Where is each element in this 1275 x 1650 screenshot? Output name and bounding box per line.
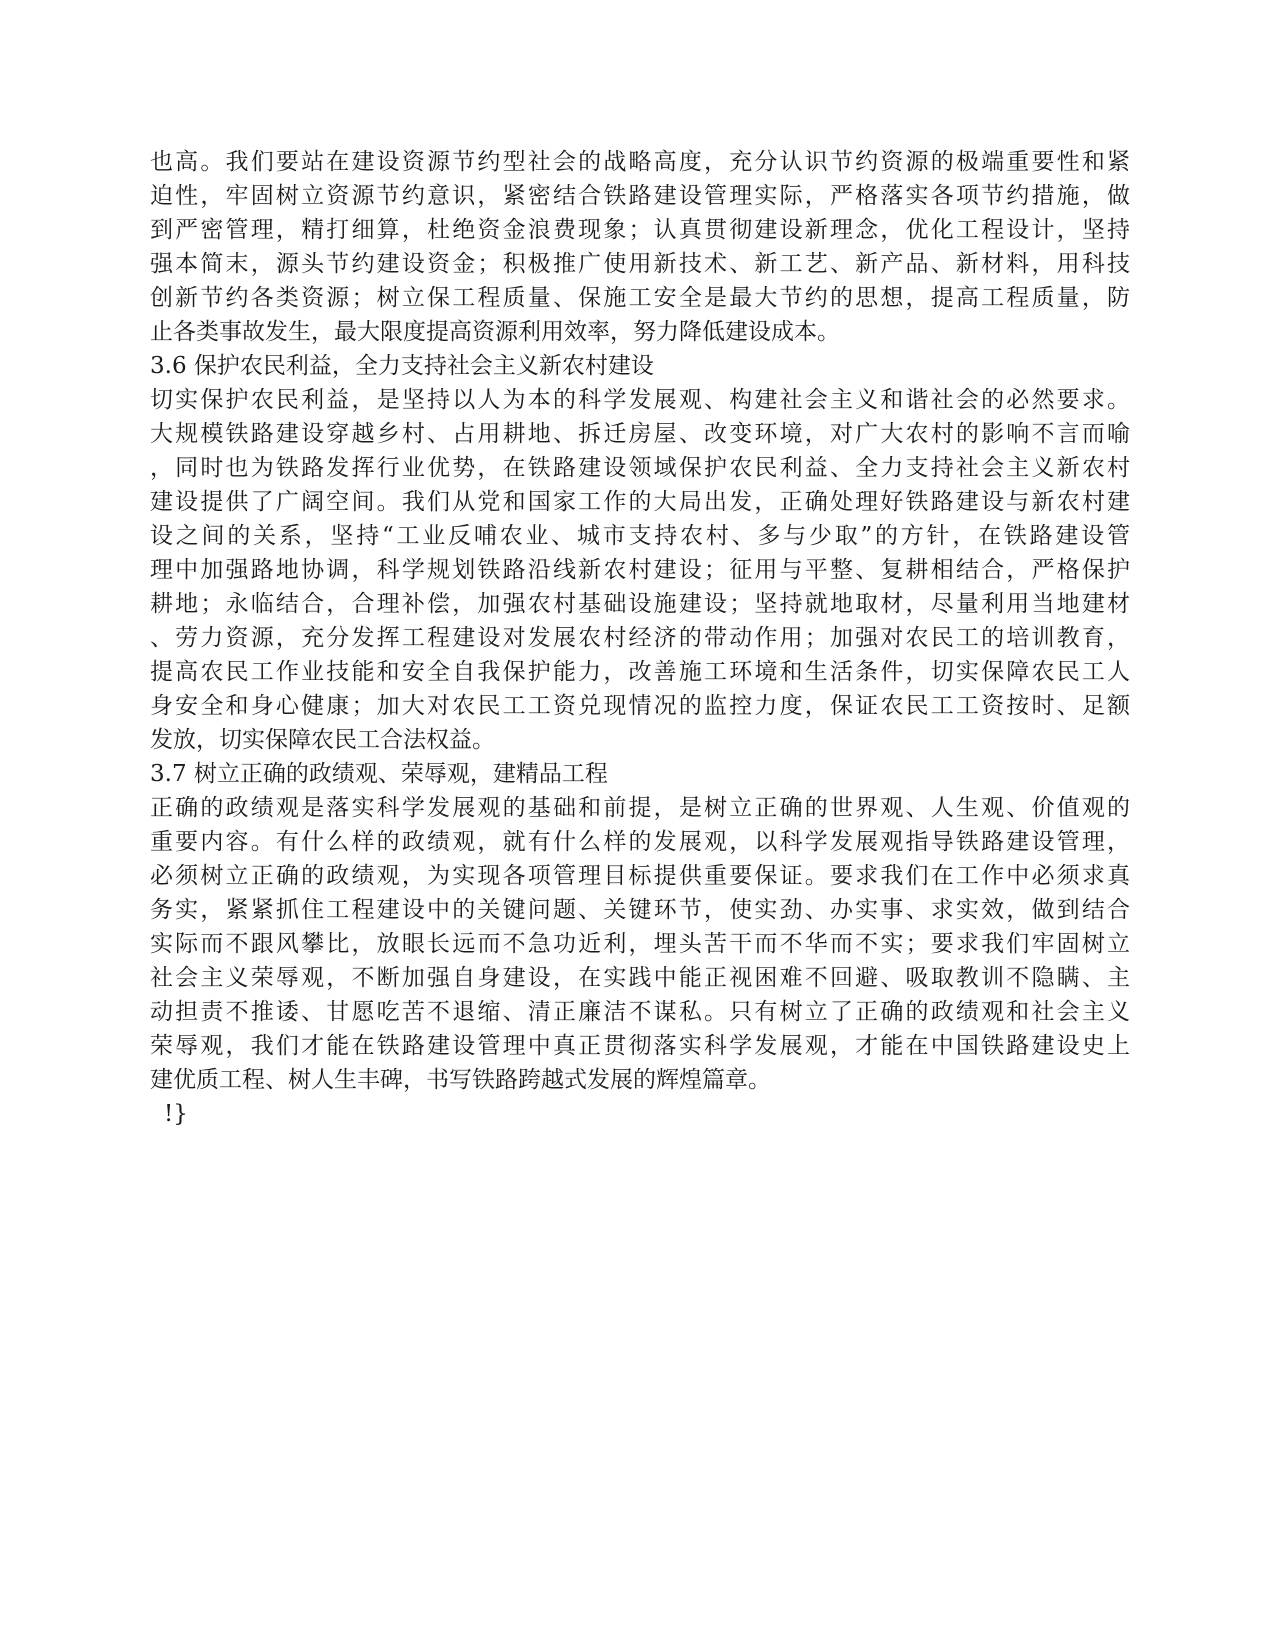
text-line: 荣辱观，我们才能在铁路建设管理中真正贯彻落实科学发展观，才能在中国铁路建设史上 [150, 1033, 1130, 1059]
section-heading-3-6: 3.6 保护农民利益，全力支持社会主义新农村建设 [150, 353, 654, 379]
text-line: 动担责不推诿、甘愿吃苦不退缩、清正廉洁不谋私。只有树立了正确的政绩观和社会主义 [150, 999, 1130, 1025]
text-line: 社会主义荣辱观，不断加强自身建设，在实践中能正视困难不回避、吸取教训不隐瞒、主 [150, 965, 1130, 991]
paragraph-performance-view [150, 791, 1130, 1097]
text-line: 理中加强路地协调，科学规划铁路沿线新农村建设；征用与平整、复耕相结合，严格保护 [150, 557, 1130, 583]
text-line: 大规模铁路建设穿越乡村、占用耕地、拆迁房屋、改变环境，对广大农村的影响不言而喻 [150, 421, 1130, 447]
text-line: 重要内容。有什么样的政绩观，就有什么样的发展观，以科学发展观指导铁路建设管理， [150, 829, 1130, 855]
text-line: 建设提供了广阔空间。我们从党和国家工作的大局出发，正确处理好铁路建设与新农村建 [150, 489, 1130, 515]
text-line: 创新节约各类资源；树立保工程质量、保施工安全是最大节约的思想，提高工程质量，防 [150, 285, 1130, 311]
text-line: 强本简末，源头节约建设资金；积极推广使用新技术、新工艺、新产品、新材料，用科技 [150, 251, 1130, 277]
text-line: 实际而不跟风攀比，放眼长远而不急功近利，埋头苦干而不华而不实；要求我们牢固树立 [150, 931, 1130, 957]
text-line: ，同时也为铁路发挥行业优势，在铁路建设领域保护农民利益、全力支持社会主义新农村 [150, 455, 1130, 481]
text-line: 发放，切实保障农民工合法权益。 [150, 727, 495, 753]
paragraph-farmers-interests [150, 383, 1130, 757]
section-heading-3-7: 3.7 树立正确的政绩观、荣辱观，建精品工程 [150, 761, 608, 787]
paragraph-resource-saving [150, 145, 1130, 349]
text-line: 止各类事故发生，最大限度提高资源利用效率，努力降低建设成本。 [150, 319, 840, 345]
text-line: 必须树立正确的政绩观，为实现各项管理目标提供重要保证。要求我们在工作中必须求真 [150, 863, 1130, 889]
trailing-mark: !} [164, 1101, 188, 1127]
text-line: 切实保护农民利益，是坚持以人为本的科学发展观、构建社会主义和谐社会的必然要求。 [150, 387, 1130, 413]
text-line: 务实，紧紧抓住工程建设中的关键问题、关键环节，使实劲、办实事、求实效，做到结合 [150, 897, 1130, 923]
text-line: 建优质工程、树人生丰碑，书写铁路跨越式发展的辉煌篇章。 [150, 1067, 771, 1093]
text-line: 也高。我们要站在建设资源节约型社会的战略高度，充分认识节约资源的极端重要性和紧 [150, 149, 1130, 175]
document-page [150, 145, 1130, 1131]
text-line: 正确的政绩观是落实科学发展观的基础和前提，是树立正确的世界观、人生观、价值观的 [150, 795, 1130, 821]
text-line: 迫性，牢固树立资源节约意识，紧密结合铁路建设管理实际，严格落实各项节约措施，做 [150, 183, 1130, 209]
text-line: 到严密管理，精打细算，杜绝资金浪费现象；认真贯彻建设新理念，优化工程设计，坚持 [150, 217, 1130, 243]
text-line: 设之间的关系，坚持“工业反哺农业、城市支持农村、多与少取”的方针，在铁路建设管 [150, 523, 1130, 549]
text-line: 耕地；永临结合，合理补偿，加强农村基础设施建设；坚持就地取材，尽量利用当地建材 [150, 591, 1130, 617]
text-line: 身安全和身心健康；加大对农民工工资兑现情况的监控力度，保证农民工工资按时、足额 [150, 693, 1130, 719]
text-line: 、劳力资源，充分发挥工程建设对发展农村经济的带动作用；加强对农民工的培训教育， [150, 625, 1130, 651]
text-line: 提高农民工作业技能和安全自我保护能力，改善施工环境和生活条件，切实保障农民工人 [150, 659, 1130, 685]
